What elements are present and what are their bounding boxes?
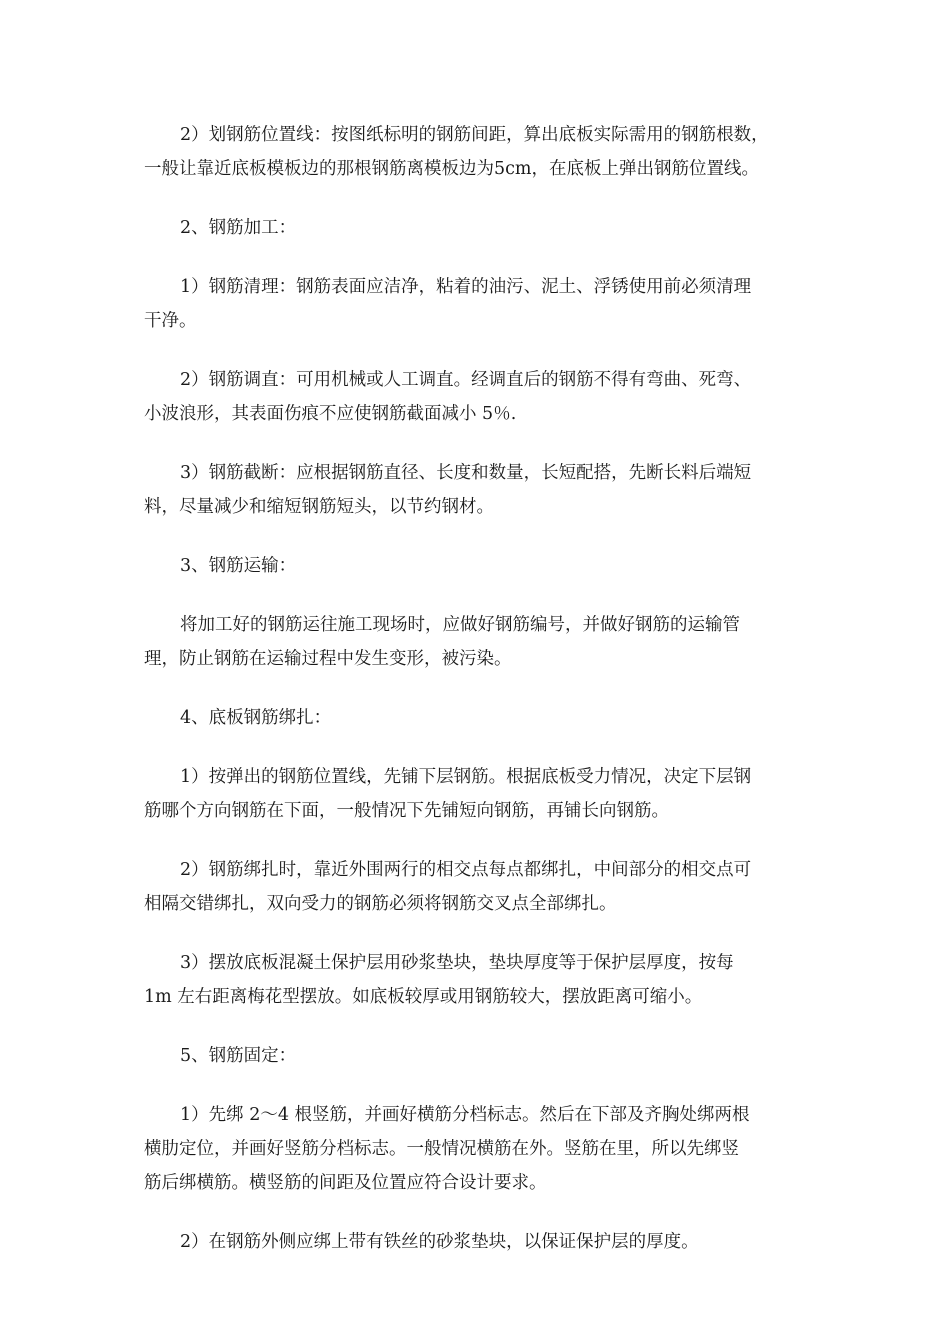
document-body (144, 118, 814, 1284)
paragraph-line: 1）按弹出的钢筋位置线，先铺下层钢筋。根据底板受力情况，决定下层钢 (180, 767, 752, 787)
paragraph-line: 3、钢筋运输： (180, 556, 297, 576)
paragraph (144, 211, 814, 245)
paragraph (144, 118, 814, 186)
paragraph (144, 270, 814, 338)
paragraph-line: 2）划钢筋位置线：按图纸标明的钢筋间距，算出底板实际需用的钢筋根数， (180, 125, 769, 145)
paragraph-line: 2）在钢筋外侧应绑上带有铁丝的砂浆垫块，以保证保护层的厚度。 (180, 1232, 699, 1252)
paragraph-line: 4、底板钢筋绑扎： (180, 708, 332, 728)
paragraph-line: 干净。 (144, 311, 197, 331)
paragraph (144, 456, 814, 524)
paragraph-line: 2）钢筋绑扎时，靠近外围两行的相交点每点都绑扎，中间部分的相交点可 (180, 860, 752, 880)
paragraph-line: 筋哪个方向钢筋在下面，一般情况下先铺短向钢筋，再铺长向钢筋。 (144, 801, 669, 821)
paragraph-line: 2）钢筋调直：可用机械或人工调直。经调直后的钢筋不得有弯曲、死弯、 (180, 370, 752, 390)
paragraph-line: 将加工好的钢筋运往施工现场时，应做好钢筋编号，并做好钢筋的运输管 (180, 615, 740, 635)
paragraph-line: 理，防止钢筋在运输过程中发生变形，被污染。 (144, 649, 512, 669)
paragraph-line: 小波浪形，其表面伤痕不应使钢筋截面减小 5％. (144, 404, 517, 424)
paragraph-line: 一般让靠近底板模板边的那根钢筋离模板边为5cm，在底板上弹出钢筋位置线。 (144, 159, 760, 179)
paragraph-line: 5、钢筋固定： (180, 1046, 297, 1066)
paragraph-line: 3）钢筋截断：应根据钢筋直径、长度和数量，长短配搭，先断长料后端短 (180, 463, 752, 483)
paragraph-line: 横肋定位，并画好竖筋分档标志。一般情况横筋在外。竖筋在里，所以先绑竖 (144, 1139, 739, 1159)
paragraph-line: 筋后绑横筋。横竖筋的间距及位置应符合设计要求。 (144, 1173, 547, 1193)
paragraph (144, 946, 814, 1014)
paragraph (144, 1225, 814, 1259)
paragraph-line: 料，尽量减少和缩短钢筋短头，以节约钢材。 (144, 497, 494, 517)
paragraph (144, 1039, 814, 1073)
paragraph (144, 1098, 814, 1200)
paragraph (144, 608, 814, 676)
paragraph-line: 3）摆放底板混凝土保护层用砂浆垫块，垫块厚度等于保护层厚度，按每 (180, 953, 734, 973)
paragraph-line: 1）钢筋清理：钢筋表面应洁净，粘着的油污、泥土、浮锈使用前必须清理 (180, 277, 752, 297)
paragraph-line: 相隔交错绑扎，双向受力的钢筋必须将钢筋交叉点全部绑扎。 (144, 894, 617, 914)
paragraph (144, 363, 814, 431)
paragraph (144, 853, 814, 921)
paragraph-line: 2、钢筋加工： (180, 218, 297, 238)
paragraph (144, 760, 814, 828)
paragraph-line: 1）先绑 2～4 根竖筋，并画好横筋分档标志。然后在下部及齐胸处绑两根 (180, 1105, 750, 1125)
paragraph-line: 1m 左右距离梅花型摆放。如底板较厚或用钢筋较大，摆放距离可缩小。 (144, 987, 703, 1007)
paragraph (144, 701, 814, 735)
paragraph (144, 549, 814, 583)
